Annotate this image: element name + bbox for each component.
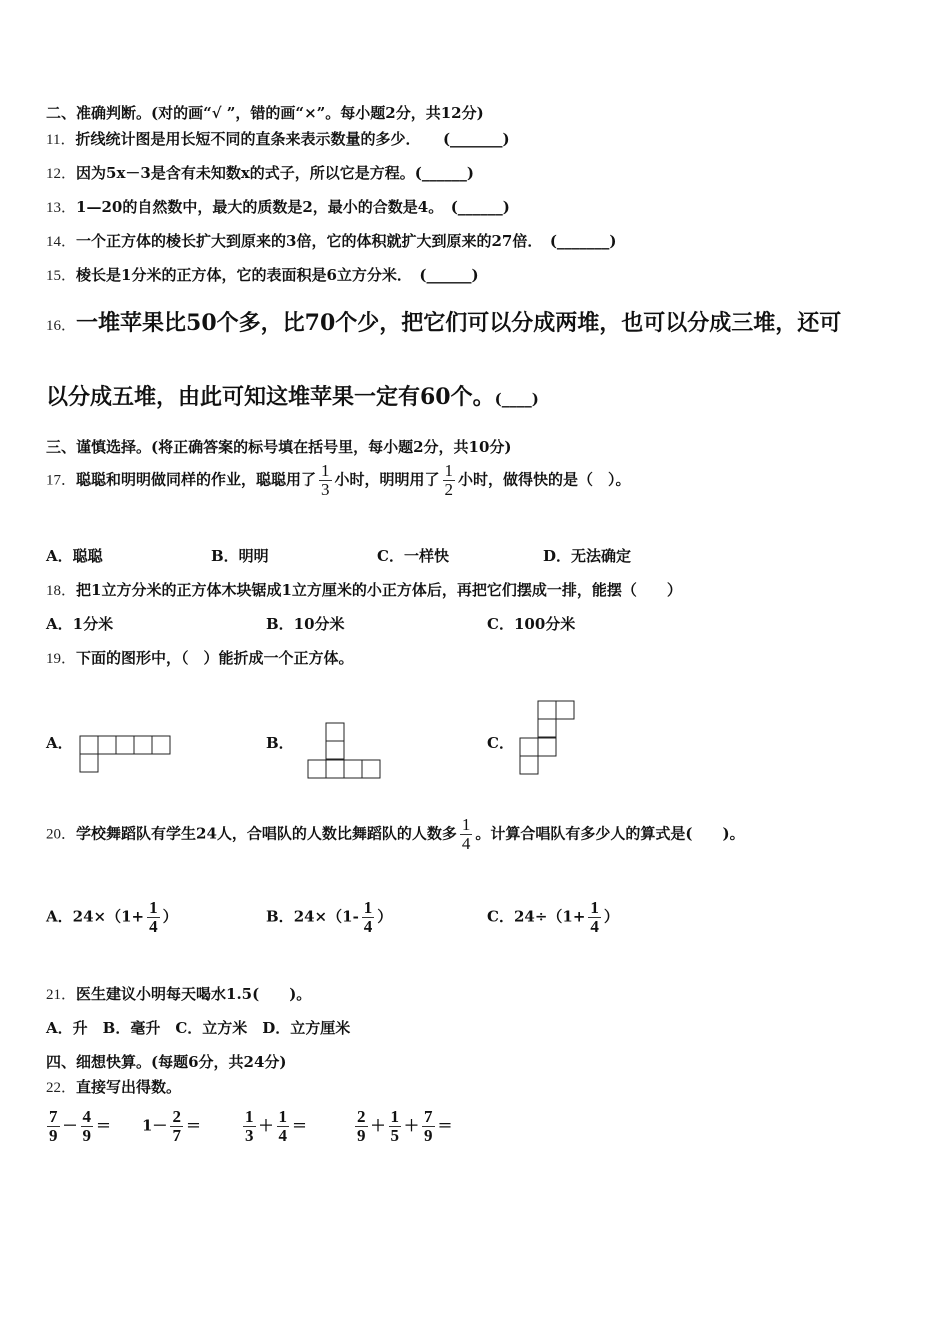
fraction: $\frac{4}{9}$ [82,1107,92,1145]
fraction: $\frac{1}{2}$ [444,461,454,499]
question-15: 15．棱长是1分米的正方体，它的表面积是6立方分米． (______) [46,266,479,284]
question-21: 21．医生建议小明每天喝水1.5( )。 [46,985,312,1003]
q20-option-a: A．24×（1+ $\frac{1}{4}$ ） [46,898,178,936]
fraction: $\frac{2}{7}$ [172,1107,181,1145]
question-14: 14．一个正方体的棱长扩大到原来的3倍，它的体积就扩大到原来的27倍． (_______) [46,232,617,250]
section-4-title: 四、细想快算。(每题6分，共24分) [46,1053,287,1071]
q20-option-b: B．24×（1- $\frac{1}{4}$ ） [266,898,393,936]
q21-options: A．升 B．毫升 C．立方米 D．立方厘米 [46,1019,351,1037]
question-12: 12．因为5x－3是含有未知数x的式子，所以它是方程。(______) [46,164,474,182]
question-13: 13．1—20的自然数中，最大的质数是2，最小的合数是4。 (______) [46,198,510,216]
fraction: $\frac{1}{4}$ [363,898,373,936]
expression-1: $\frac{7}{9}$ － $\frac{4}{9}$ ＝ [49,1107,112,1145]
q18-option-c: C．100分米 [487,615,576,633]
fraction: $\frac{1}{3}$ [321,461,330,499]
question-11: 11．折线统计图是用长短不同的直条来表示数量的多少． (_______) [46,130,510,148]
q19-label-b: B． [266,734,294,752]
question-22: 22．直接写出得数。 [46,1078,182,1096]
expression-4: $\frac{2}{9}$ ＋ $\frac{1}{5}$ ＋ $\frac{7}{9}$ ＝ [357,1107,453,1145]
question-18: 18．把1立方分米的正方体木块锯成1立方厘米的小正方体后，再把它们摆成一排，能摆（ ） [46,581,682,599]
question-17: 17．聪聪和明明做同样的作业，聪聪用了 $\frac{1}{3}$ 小时，明明用了 $\frac{1}{2}$ 小时，做得快的是（ ）。 [46,461,631,499]
section-3-title: 三、谨慎选择。(将正确答案的标号填在括号里，每小题2分，共10分) [46,438,512,456]
q18-option-b: B．10分米 [266,615,345,633]
q17-option-a: A．聪聪 [46,547,103,565]
q17-option-b: B．明明 [211,547,269,565]
fraction: $\frac{1}{3}$ [245,1107,254,1145]
q20-option-c: C．24÷（1+ $\frac{1}{4}$ ） [487,898,619,936]
fraction: $\frac{1}{4}$ [461,815,471,853]
q19-label-c: C． [487,734,514,752]
q18-option-a: A．1分米 [46,615,114,633]
fraction: $\frac{7}{9}$ [424,1107,433,1145]
fraction: $\frac{1}{5}$ [390,1107,400,1145]
q19-label-a: A． [46,734,73,752]
fraction: $\frac{1}{4}$ [278,1107,288,1145]
question-20: 20．学校舞蹈队有学生24人，合唱队的人数比舞蹈队的人数多 $\frac{1}{4}$ 。计算合唱队有多少人的算式是( )。 [46,815,745,853]
fraction: $\frac{1}{4}$ [590,898,599,936]
fraction: $\frac{2}{9}$ [357,1107,366,1145]
question-19: 19．下面的图形中，（ ）能折成一个正方体。 [46,649,354,667]
cube-net-a [79,735,174,775]
fraction: $\frac{7}{9}$ [49,1107,58,1145]
fraction: $\frac{1}{4}$ [149,898,158,936]
expression-2: 1－ $\frac{2}{7}$ ＝ [142,1107,201,1145]
cube-net-b [307,722,385,782]
q17-option-c: C．一样快 [377,547,449,565]
section-2-title: 二、准确判断。(对的画“√ ”，错的画“×”。每小题2分，共12分) [46,104,484,122]
question-16-line2: 以分成五堆，由此可知这堆苹果一定有60个。(____) [46,384,539,410]
expression-3: $\frac{1}{3}$ ＋ $\frac{1}{4}$ ＝ [245,1107,308,1145]
cube-net-c [519,700,579,778]
q17-option-d: D．无法确定 [543,547,632,565]
question-16-line1: 16．一堆苹果比50个多，比70个少，把它们可以分成两堆，也可以分成三堆，还可 [46,310,842,336]
